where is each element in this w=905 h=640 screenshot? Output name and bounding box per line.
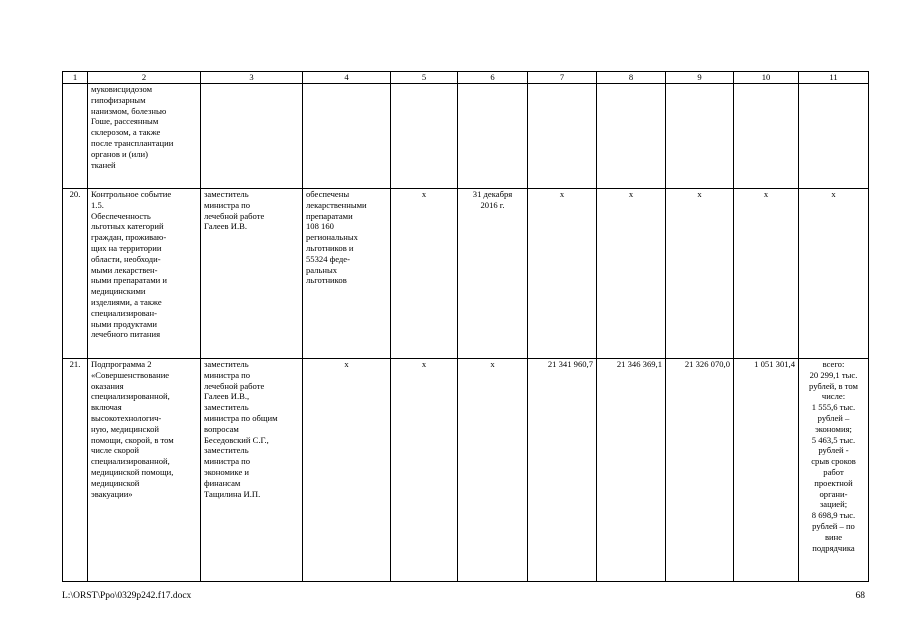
text-line: после трансплантации: [91, 137, 174, 148]
text-line: ными продуктами: [91, 318, 157, 329]
text-line: мыми лекарствен-: [91, 264, 158, 275]
text-line: льготников: [306, 275, 347, 286]
cell-date: [458, 189, 528, 359]
text-line: финансам: [204, 477, 241, 488]
text-line: 20 299,1 тыс.: [809, 369, 858, 380]
cell-responsible: [201, 359, 303, 582]
header-cell: 4: [303, 72, 391, 84]
text-line: высокотехнологич-: [91, 412, 162, 423]
header-cell: 10: [734, 72, 799, 84]
text-line: 1 555,6 тыс.: [811, 402, 856, 413]
cell-empty: [201, 84, 303, 189]
text-line: Галеев И.В.,: [204, 391, 250, 402]
text-line: рублей, в том: [809, 380, 858, 391]
text-line: оказания: [91, 380, 124, 391]
text-line: ральных: [306, 264, 338, 275]
text-line: рублей -: [818, 445, 849, 456]
cell-description: [88, 84, 201, 189]
text-line: медицинской помощи,: [91, 466, 174, 477]
cell-empty: [303, 84, 391, 189]
cell-empty: [458, 84, 528, 189]
cell-responsible: [201, 189, 303, 359]
cell-value: х: [391, 359, 458, 582]
text-line: льготников и: [306, 242, 354, 253]
text-line: Обеспеченность: [91, 210, 151, 221]
text-line: включая: [91, 402, 122, 413]
text-line: гипофизарным: [91, 94, 146, 105]
table-row-21: [63, 359, 869, 582]
text-line: льготных категорий: [91, 221, 164, 232]
text-line: Тащилина И.П.: [204, 488, 261, 499]
text-line: подрядчика: [812, 542, 855, 553]
text-line: Галеев И.В.: [204, 221, 248, 232]
text-line: заместитель: [204, 359, 249, 369]
text-line: обеспечены: [306, 189, 350, 199]
text-line: лекарственными: [306, 199, 367, 210]
text-line: 55324 феде-: [306, 253, 350, 264]
cell-note: [799, 359, 869, 582]
table-row-20: [63, 189, 869, 359]
header-cell: 7: [528, 72, 597, 84]
header-cell: 9: [666, 72, 734, 84]
text-line: вине: [824, 531, 843, 542]
text-line: Беседовский С.Г.,: [204, 434, 269, 445]
text-line: числе:: [821, 391, 846, 402]
text-line: щих на территории: [91, 242, 162, 253]
text-line: 108 160: [306, 221, 334, 232]
text-line: заместитель: [204, 445, 249, 456]
text-line: экономия;: [815, 423, 852, 434]
header-cell: 5: [391, 72, 458, 84]
text-line: области, необходи-: [91, 253, 161, 264]
text-line: лечебного питания: [91, 329, 161, 340]
text-line: заместитель: [204, 402, 249, 413]
text-line: всего:: [822, 359, 845, 369]
text-line: проектной: [814, 477, 853, 488]
text-line: Подпрограмма 2: [91, 359, 152, 369]
text-line: работ: [823, 466, 844, 477]
text-line: срыв сроков: [811, 456, 856, 467]
cell-value: х: [666, 189, 734, 359]
cell-empty: [666, 84, 734, 189]
text-line: препаратами: [306, 210, 353, 221]
text-line: министра по: [204, 456, 251, 467]
cell-description: [88, 359, 201, 582]
text-line: 5 463,5 тыс.: [811, 434, 856, 445]
cell-result: [303, 189, 391, 359]
text-line: региональных: [306, 232, 358, 243]
text-line: числе скорой: [91, 445, 140, 456]
cell-description: [88, 189, 201, 359]
cell-empty: [528, 84, 597, 189]
text-line: рублей – по: [812, 520, 855, 531]
header-cell: 3: [201, 72, 303, 84]
text-line: органи-: [819, 488, 848, 499]
cell-amount: 21 346 369,1: [597, 359, 666, 582]
cell-num: [63, 84, 88, 189]
text-line: ными препаратами и: [91, 275, 168, 286]
cell-value: х: [528, 189, 597, 359]
text-line: специализированной,: [91, 456, 170, 467]
cell-value: х: [734, 189, 799, 359]
cell-amount: 21 341 960,7: [528, 359, 597, 582]
cell-num: 21.: [63, 359, 88, 582]
text-line: зацией;: [819, 499, 848, 510]
text-line: вопросам: [204, 423, 239, 434]
text-line: экономике и: [204, 466, 250, 477]
text-line: министра по: [204, 369, 251, 380]
text-line: Гоше, рассеянным: [91, 116, 159, 127]
text-line: граждан, проживаю-: [91, 232, 167, 243]
text-line: помощи, скорой, в том: [91, 434, 174, 445]
cell-empty: [597, 84, 666, 189]
text-line: лечебной работе: [204, 380, 265, 391]
header-cell: 8: [597, 72, 666, 84]
text-line: министра по общим: [204, 412, 278, 423]
text-line: медицинской: [91, 477, 140, 488]
cell-num: 20.: [63, 189, 88, 359]
text-line: специализирован-: [91, 307, 158, 318]
text-line: Контрольное событие: [91, 189, 172, 199]
cell-value: х: [303, 359, 391, 582]
text-line: 1.5.: [91, 199, 104, 210]
cell-amount: 1 051 301,4: [734, 359, 799, 582]
report-table: [62, 71, 869, 582]
text-line: медицинскими: [91, 286, 146, 297]
text-line: 2016 г.: [480, 199, 505, 210]
header-cell: 2: [88, 72, 201, 84]
cell-empty: [391, 84, 458, 189]
text-line: муковисцидозом: [91, 84, 153, 94]
header-row: [63, 72, 869, 84]
text-line: министра по: [204, 199, 251, 210]
text-line: эвакуации»: [91, 488, 133, 499]
header-cell: 1: [63, 72, 88, 84]
cell-value: х: [458, 359, 528, 582]
footer-file-path: L:\ORST\Ppo\0329p242.f17.docx: [62, 591, 192, 601]
text-line: ную, медицинской: [91, 423, 159, 434]
text-line: «Совершенствование: [91, 369, 170, 380]
cell-empty: [734, 84, 799, 189]
cell-value: х: [391, 189, 458, 359]
page-number: 68: [855, 591, 865, 601]
cell-value: х: [799, 189, 869, 359]
text-line: рублей –: [817, 412, 850, 423]
text-line: склерозом, а также: [91, 127, 161, 138]
text-line: органов и (или): [91, 148, 148, 159]
text-line: лечебной работе: [204, 210, 265, 221]
text-line: заместитель: [204, 189, 249, 199]
text-line: 31 декабря: [472, 189, 513, 199]
cell-amount: 21 326 070,0: [666, 359, 734, 582]
header-cell: 11: [799, 72, 869, 84]
cell-empty: [799, 84, 869, 189]
text-line: специализированной,: [91, 391, 170, 402]
header-cell: 6: [458, 72, 528, 84]
text-line: изделиями, а также: [91, 296, 162, 307]
text-line: тканей: [91, 159, 116, 170]
cell-value: х: [597, 189, 666, 359]
text-line: 8 698,9 тыс.: [811, 510, 856, 521]
text-line: нанизмом, болезнью: [91, 105, 167, 116]
table-row-continuation: [63, 84, 869, 189]
